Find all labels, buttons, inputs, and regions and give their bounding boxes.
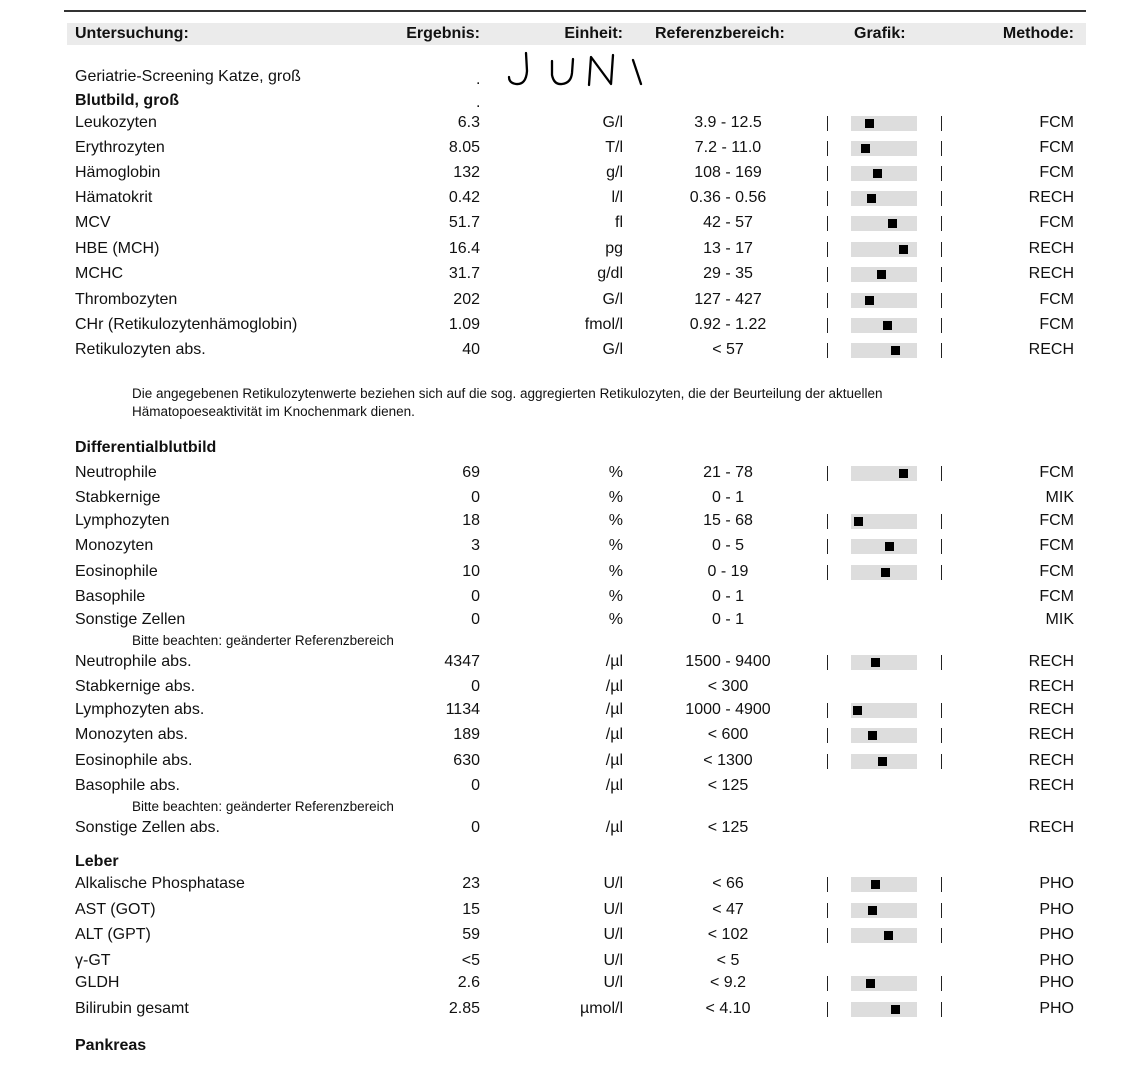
- method: PHO: [1039, 952, 1074, 969]
- range-bar-left-bracket: [827, 565, 828, 580]
- unit: /µl: [605, 752, 623, 769]
- test-name: Monozyten abs.: [75, 726, 188, 743]
- unit: U/l: [603, 901, 623, 918]
- range-bar-left-bracket: [827, 728, 828, 743]
- method: FCM: [1039, 537, 1074, 554]
- section-blutbild: Blutbild, groß: [75, 92, 179, 109]
- method: RECH: [1028, 777, 1074, 794]
- result-value: 51.7: [448, 214, 480, 231]
- range-bar-right-bracket: [941, 466, 942, 481]
- method: RECH: [1028, 819, 1074, 836]
- unit: T/l: [605, 139, 623, 156]
- retikulozyten-note-line2: Hämatopoeseaktivität im Knochenmark dienen.: [132, 404, 415, 419]
- result-value: 630: [453, 752, 480, 769]
- reference-range: 0 - 5: [711, 537, 744, 554]
- reference-range: < 102: [707, 926, 749, 943]
- reference-range: < 1300: [703, 752, 753, 769]
- range-marker: [891, 1005, 900, 1014]
- range-bar-right-bracket: [941, 293, 942, 308]
- range-bar-right-bracket: [941, 703, 942, 718]
- method: RECH: [1028, 341, 1074, 358]
- unit: %: [608, 588, 623, 605]
- method: RECH: [1028, 678, 1074, 695]
- reference-range: 15 - 68: [703, 512, 753, 529]
- result-value: 2.85: [448, 1000, 480, 1017]
- reference-range: 0 - 1: [711, 489, 744, 506]
- blutbild-dot: .: [476, 94, 481, 111]
- profile-dot: .: [476, 71, 481, 88]
- unit: G/l: [602, 114, 623, 131]
- table-row: [0, 677, 1125, 697]
- method: FCM: [1039, 139, 1074, 156]
- range-marker: [878, 757, 887, 766]
- unit: /µl: [605, 653, 623, 670]
- table-row: [0, 463, 1125, 483]
- range-bar-left-bracket: [827, 293, 828, 308]
- method: PHO: [1039, 974, 1074, 991]
- range-bar: [851, 1002, 917, 1017]
- test-name: Stabkernige: [75, 489, 161, 506]
- unit: G/l: [602, 341, 623, 358]
- range-bar-right-bracket: [941, 877, 942, 892]
- range-bar-left-bracket: [827, 655, 828, 670]
- table-row: [0, 536, 1125, 556]
- table-row: [0, 725, 1125, 745]
- unit: U/l: [603, 926, 623, 943]
- range-bar-left-bracket: [827, 267, 828, 282]
- table-row: [0, 163, 1125, 183]
- reference-range: < 300: [707, 678, 749, 695]
- unit: g/dl: [597, 265, 623, 282]
- reference-range: < 66: [712, 875, 744, 892]
- table-row: [0, 290, 1125, 310]
- unit: U/l: [603, 974, 623, 991]
- method: RECH: [1028, 701, 1074, 718]
- result-value: 16.4: [448, 240, 480, 257]
- result-value: 0.42: [448, 189, 480, 206]
- method: FCM: [1039, 464, 1074, 481]
- range-bar: [851, 976, 917, 991]
- test-name: AST (GOT): [75, 901, 156, 918]
- table-row: [0, 511, 1125, 531]
- unit: g/l: [606, 164, 623, 181]
- result-value: 3: [471, 537, 480, 554]
- reference-range: 29 - 35: [703, 265, 753, 282]
- reference-range: < 125: [707, 819, 749, 836]
- unit: /µl: [605, 678, 623, 695]
- header-method: Methode:: [1002, 25, 1074, 42]
- range-bar-left-bracket: [827, 466, 828, 481]
- test-name: Sonstige Zellen abs.: [75, 819, 220, 836]
- table-row: [0, 188, 1125, 208]
- method: FCM: [1039, 316, 1074, 333]
- retikulozyten-note-line1: Die angegebenen Retikulozytenwerte beziehen sich auf die sog. aggregierten Retikulozyten, die der Beurteilung der aktuellen: [132, 386, 883, 401]
- range-marker: [865, 296, 874, 305]
- reference-range: 42 - 57: [703, 214, 753, 231]
- range-marker: [865, 119, 874, 128]
- range-marker: [854, 517, 863, 526]
- unit: %: [608, 512, 623, 529]
- reference-range: 0.92 - 1.22: [689, 316, 767, 333]
- method: RECH: [1028, 726, 1074, 743]
- method: PHO: [1039, 1000, 1074, 1017]
- range-bar-left-bracket: [827, 116, 828, 131]
- range-bar: [851, 191, 917, 206]
- range-marker: [853, 706, 862, 715]
- profile-title: Geriatrie-Screening Katze, groß: [75, 68, 301, 85]
- range-marker: [899, 245, 908, 254]
- unit: G/l: [602, 291, 623, 308]
- header-result: Ergebnis:: [406, 25, 480, 42]
- range-bar: [851, 216, 917, 231]
- table-row: [0, 925, 1125, 945]
- range-marker: [891, 346, 900, 355]
- range-bar-right-bracket: [941, 166, 942, 181]
- range-bar-left-bracket: [827, 754, 828, 769]
- reference-range: 108 - 169: [694, 164, 762, 181]
- range-marker: [861, 144, 870, 153]
- range-bar-right-bracket: [941, 318, 942, 333]
- range-marker: [866, 979, 875, 988]
- table-row: [0, 818, 1125, 838]
- unit: U/l: [603, 875, 623, 892]
- table-row: [0, 113, 1125, 133]
- range-bar: [851, 343, 917, 358]
- test-name: Neutrophile: [75, 464, 157, 481]
- unit: U/l: [603, 952, 623, 969]
- test-name: Eosinophile: [75, 563, 158, 580]
- range-bar: [851, 877, 917, 892]
- test-name: MCHC: [75, 265, 123, 282]
- result-value: 40: [462, 341, 480, 358]
- range-marker: [888, 219, 897, 228]
- table-row: [0, 973, 1125, 993]
- result-value: 189: [453, 726, 480, 743]
- range-bar-right-bracket: [941, 903, 942, 918]
- test-name: Basophile: [75, 588, 146, 605]
- reference-range: 13 - 17: [703, 240, 753, 257]
- range-bar-right-bracket: [941, 928, 942, 943]
- test-name: Bilirubin gesamt: [75, 1000, 189, 1017]
- reference-range: 7.2 - 11.0: [694, 139, 762, 156]
- reference-range: 127 - 427: [694, 291, 762, 308]
- range-bar-left-bracket: [827, 539, 828, 554]
- method: RECH: [1028, 752, 1074, 769]
- section-differential: Differentialblutbild: [75, 439, 217, 456]
- range-bar-left-bracket: [827, 1002, 828, 1017]
- table-row: [0, 340, 1125, 360]
- result-value: 2.6: [457, 974, 480, 991]
- range-bar: [851, 116, 917, 131]
- top-rule: [64, 10, 1086, 12]
- method: RECH: [1028, 265, 1074, 282]
- handwritten-juni-note: [503, 48, 653, 93]
- range-bar-left-bracket: [827, 191, 828, 206]
- range-bar-left-bracket: [827, 903, 828, 918]
- range-bar-left-bracket: [827, 877, 828, 892]
- result-value: <5: [461, 952, 480, 969]
- reference-change-note-2: Bitte beachten: geänderter Referenzbereich: [132, 799, 394, 814]
- range-bar-left-bracket: [827, 343, 828, 358]
- range-bar-right-bracket: [941, 539, 942, 554]
- method: FCM: [1039, 164, 1074, 181]
- result-value: 6.3: [457, 114, 480, 131]
- test-name: Leukozyten: [75, 114, 157, 131]
- reference-range: 0.36 - 0.56: [689, 189, 767, 206]
- method: FCM: [1039, 512, 1074, 529]
- test-name: Lymphozyten: [75, 512, 170, 529]
- reference-range: < 4.10: [705, 1000, 751, 1017]
- test-name: GLDH: [75, 974, 120, 991]
- table-row: [0, 652, 1125, 672]
- test-name: ALT (GPT): [75, 926, 151, 943]
- range-marker: [877, 270, 886, 279]
- table-row: [0, 315, 1125, 335]
- result-value: 18: [462, 512, 480, 529]
- test-name: Hämoglobin: [75, 164, 161, 181]
- header-unit: Einheit:: [564, 25, 623, 42]
- test-name: Stabkernige abs.: [75, 678, 196, 695]
- reference-change-note-1: Bitte beachten: geänderter Referenzbereich: [132, 633, 394, 648]
- table-row: [0, 751, 1125, 771]
- reference-range: < 47: [712, 901, 744, 918]
- result-value: 59: [462, 926, 480, 943]
- table-row: [0, 138, 1125, 158]
- test-name: Monozyten: [75, 537, 154, 554]
- range-bar-right-bracket: [941, 141, 942, 156]
- range-bar-right-bracket: [941, 116, 942, 131]
- unit: pg: [605, 240, 623, 257]
- table-row: [0, 951, 1125, 971]
- reference-range: 21 - 78: [703, 464, 753, 481]
- result-value: 1134: [445, 701, 480, 718]
- unit: /µl: [605, 701, 623, 718]
- table-row: [0, 874, 1125, 894]
- range-bar-right-bracket: [941, 216, 942, 231]
- table-row: [0, 587, 1125, 607]
- range-bar-right-bracket: [941, 655, 942, 670]
- table-row: [0, 776, 1125, 796]
- method: FCM: [1039, 214, 1074, 231]
- test-name: MCV: [75, 214, 111, 231]
- range-bar-right-bracket: [941, 267, 942, 282]
- unit: /µl: [605, 819, 623, 836]
- test-name: Erythrozyten: [75, 139, 165, 156]
- test-name: Alkalische Phosphatase: [75, 875, 245, 892]
- result-value: 1.09: [448, 316, 480, 333]
- range-bar-left-bracket: [827, 514, 828, 529]
- test-name: Basophile abs.: [75, 777, 180, 794]
- result-value: 15: [462, 901, 480, 918]
- range-bar-left-bracket: [827, 703, 828, 718]
- reference-range: 3.9 - 12.5: [694, 114, 762, 131]
- range-marker: [881, 568, 890, 577]
- test-name: Sonstige Zellen: [75, 611, 186, 628]
- method: RECH: [1028, 189, 1074, 206]
- result-value: 0: [471, 819, 480, 836]
- method: PHO: [1039, 875, 1074, 892]
- unit: fl: [615, 214, 623, 231]
- result-value: 0: [471, 588, 480, 605]
- range-bar-left-bracket: [827, 166, 828, 181]
- range-marker: [885, 542, 894, 551]
- range-bar-right-bracket: [941, 976, 942, 991]
- test-name: Neutrophile abs.: [75, 653, 192, 670]
- unit: %: [608, 489, 623, 506]
- method: RECH: [1028, 240, 1074, 257]
- result-value: 0: [471, 678, 480, 695]
- test-name: Hämatokrit: [75, 189, 153, 206]
- range-marker: [868, 906, 877, 915]
- test-name: γ-GT: [75, 952, 111, 969]
- range-marker: [883, 321, 892, 330]
- method: FCM: [1039, 114, 1074, 131]
- range-marker: [871, 658, 880, 667]
- unit: %: [608, 563, 623, 580]
- table-row: [0, 488, 1125, 508]
- range-bar-right-bracket: [941, 343, 942, 358]
- range-bar: [851, 539, 917, 554]
- table-row: [0, 264, 1125, 284]
- reference-range: 0 - 19: [707, 563, 749, 580]
- unit: l/l: [611, 189, 623, 206]
- table-row: [0, 999, 1125, 1019]
- section-leber: Leber: [75, 853, 119, 870]
- range-marker: [899, 469, 908, 478]
- table-row: [0, 213, 1125, 233]
- unit: /µl: [605, 777, 623, 794]
- test-name: Lymphozyten abs.: [75, 701, 205, 718]
- table-row: [0, 239, 1125, 259]
- test-name: CHr (Retikulozytenhämoglobin): [75, 316, 298, 333]
- header-graphic: Grafik:: [854, 25, 906, 42]
- result-value: 8.05: [448, 139, 480, 156]
- reference-range: 0 - 1: [711, 588, 744, 605]
- reference-range: 1500 - 9400: [685, 653, 771, 670]
- result-value: 10: [462, 563, 480, 580]
- result-value: 132: [453, 164, 480, 181]
- reference-range: < 125: [707, 777, 749, 794]
- result-value: 69: [462, 464, 480, 481]
- table-row: [0, 562, 1125, 582]
- range-bar: [851, 728, 917, 743]
- unit: %: [608, 537, 623, 554]
- range-bar: [851, 903, 917, 918]
- range-marker: [871, 880, 880, 889]
- result-value: 202: [453, 291, 480, 308]
- reference-range: < 57: [712, 341, 744, 358]
- range-bar-right-bracket: [941, 565, 942, 580]
- result-value: 0: [471, 611, 480, 628]
- header-test: Untersuchung:: [75, 25, 189, 42]
- range-bar-left-bracket: [827, 976, 828, 991]
- range-bar-right-bracket: [941, 514, 942, 529]
- test-name: Retikulozyten abs.: [75, 341, 206, 358]
- method: MIK: [1045, 489, 1074, 506]
- method: PHO: [1039, 926, 1074, 943]
- range-bar-right-bracket: [941, 728, 942, 743]
- method: RECH: [1028, 653, 1074, 670]
- range-marker: [873, 169, 882, 178]
- table-row: [0, 610, 1125, 630]
- test-name: Thrombozyten: [75, 291, 178, 308]
- range-marker: [867, 194, 876, 203]
- unit: %: [608, 611, 623, 628]
- method: MIK: [1045, 611, 1074, 628]
- range-bar: [851, 166, 917, 181]
- table-row: [0, 700, 1125, 720]
- range-bar-right-bracket: [941, 191, 942, 206]
- reference-range: 1000 - 4900: [685, 701, 771, 718]
- method: PHO: [1039, 901, 1074, 918]
- method: FCM: [1039, 563, 1074, 580]
- range-bar-left-bracket: [827, 216, 828, 231]
- range-bar-left-bracket: [827, 928, 828, 943]
- reference-range: 0 - 1: [711, 611, 744, 628]
- method: FCM: [1039, 588, 1074, 605]
- result-value: 31.7: [448, 265, 480, 282]
- method: FCM: [1039, 291, 1074, 308]
- unit: µmol/l: [580, 1000, 623, 1017]
- result-value: 4347: [444, 653, 480, 670]
- range-bar-left-bracket: [827, 242, 828, 257]
- unit: %: [608, 464, 623, 481]
- result-value: 23: [462, 875, 480, 892]
- range-bar-right-bracket: [941, 1002, 942, 1017]
- reference-range: < 9.2: [709, 974, 747, 991]
- result-value: 0: [471, 489, 480, 506]
- range-marker: [884, 931, 893, 940]
- range-bar: [851, 293, 917, 308]
- reference-range: < 600: [707, 726, 749, 743]
- test-name: Eosinophile abs.: [75, 752, 193, 769]
- result-value: 0: [471, 777, 480, 794]
- table-row: [0, 900, 1125, 920]
- range-bar: [851, 655, 917, 670]
- range-bar-right-bracket: [941, 242, 942, 257]
- unit: /µl: [605, 726, 623, 743]
- reference-range: < 5: [716, 952, 740, 969]
- header-reference: Referenzbereich:: [655, 25, 785, 42]
- range-bar-right-bracket: [941, 754, 942, 769]
- range-bar-left-bracket: [827, 141, 828, 156]
- range-marker: [868, 731, 877, 740]
- section-pankreas: Pankreas: [75, 1037, 147, 1054]
- test-name: HBE (MCH): [75, 240, 160, 257]
- unit: fmol/l: [584, 316, 623, 333]
- range-bar-left-bracket: [827, 318, 828, 333]
